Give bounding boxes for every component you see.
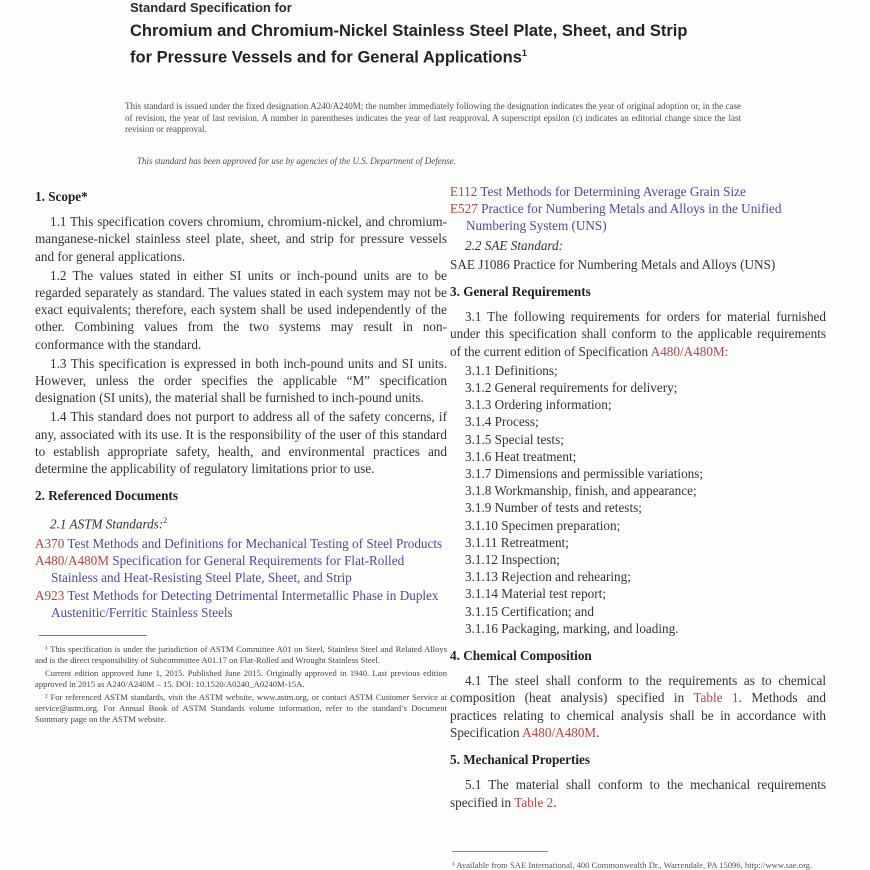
reference-title[interactable]: Specification for General Requirements for Flat-Rolled Stainless and Heat-Resisting Steel Plate, Sheet, and Strip (51, 553, 405, 586)
issue-preamble: This standard is issued under the fixed designation A240/A240M; the number immediately following the designation indicates the year of original adoption or, in the case of revision, the year of last revision. A number in parentheses indicates the year of last reapproval. A superscript epsilon (ε) indicates an editorial change since the last revision or reapproval. (125, 101, 741, 134)
reference-designation[interactable]: E112 (450, 184, 478, 199)
footnote-divider (39, 635, 147, 636)
section-heading-general-requirements: 3. General Requirements (450, 284, 591, 300)
list-item: 3.1.5 Special tests; (465, 431, 564, 447)
list-item: 3.1.6 Heat treatment; (465, 448, 577, 464)
footnote-3: ³ Available from SAE International, 400 Commonwealth Dr., Warrendale, PA 15096, http://www.sae.org. (452, 860, 813, 870)
reference-designation[interactable]: E527 (450, 201, 478, 217)
a480-reference-link[interactable]: A480/A480M (522, 724, 597, 740)
sae-standard-label: 2.2 SAE Standard: (465, 237, 564, 253)
astm-footnote-marker: 2 (163, 516, 168, 526)
section-heading-scope: 1. Scope* (35, 189, 88, 204)
list-item: 3.1.16 Packaging, marking, and loading. (465, 620, 679, 636)
mechanical-properties-paragraph: 5.1 The material shall conform to the mechanical requirements specified in Table 2. (450, 777, 826, 810)
table-2-link[interactable]: Table 2 (514, 794, 554, 810)
standard-type-label: Standard Specification for (130, 0, 292, 15)
footnote-divider (452, 851, 548, 852)
list-item: 3.1.8 Workmanship, finish, and appearance; (465, 483, 697, 499)
list-item: 3.1.13 Rejection and rehearing; (465, 569, 631, 585)
reference-link-a480[interactable] (35, 552, 447, 586)
reference-link-a923[interactable] (35, 587, 447, 621)
list-item: 3.1.3 Ordering information; (465, 397, 612, 413)
footnote-1: ¹ This specification is under the jurisdiction of ASTM Committee A01 on Steel, Stainless Steel and Related Alloys and is the direct responsibility of Subcommittee A01.17 on Flat-Rolled and Wrought Stainless Steel. (35, 644, 447, 666)
scope-paragraph-1-3: 1.3 This specification is expressed in both inch-pound units and SI units. However, unless the order specifies the applicable “M” specification designation (SI units), the material shall be furnished to inch-pound units. (35, 355, 447, 406)
reference-designation[interactable]: A370 (35, 536, 65, 552)
scope-paragraph-1-4: 1.4 This standard does not purport to address all of the safety concerns, if any, associated with its use. It is the responsibility of the user of this standard to establish appropriate safety, health, and environmental practices and determine the applicability of regulatory limitations prior to use. (35, 409, 447, 477)
reference-link-e112[interactable] (450, 183, 826, 200)
reference-link-e527[interactable] (450, 200, 826, 234)
list-item: 3.1.7 Dimensions and permissible variations; (465, 466, 704, 482)
reference-designation[interactable]: A480/A480M (35, 553, 109, 569)
section-heading-referenced-documents: 2. Referenced Documents (35, 488, 178, 504)
list-item: 3.1.2 General requirements for delivery; (465, 380, 678, 396)
page-title-text: Chromium and Chromium-Nickel Stainless Steel Plate, Sheet, and Strip for Pressure Vessels and for General Applications (130, 22, 688, 67)
section-heading-mechanical-properties: 5. Mechanical Properties (450, 752, 591, 768)
scope-paragraph-1-2: 1.2 The values stated in either SI units or inch-pound units are to be regarded separately as standard. The values stated in each system may not be exact equivalents; therefore, each system shall be used independently of the other. Combining values from the two systems may result in non-conformance with the standard. (35, 267, 447, 352)
page-title (130, 20, 705, 69)
footnote-2: ² For referenced ASTM standards, visit the ASTM website, www.astm.org, or contact ASTM Customer Service at service@astm.org. For Annual Book of ASTM Standards volume information, refer to the standard’s Document Summary page on the ASTM website. (35, 692, 447, 725)
list-item: 3.1.4 Process; (465, 414, 539, 430)
list-item: 3.1.10 Specimen preparation; (465, 517, 621, 533)
reference-title[interactable]: Test Methods and Definitions for Mechanical Testing of Steel Products (64, 536, 443, 552)
left-column (35, 188, 447, 727)
footnote-1-edition: Current edition approved June 1, 2015. Published June 2015. Originally approved in 1940. Last previous edition approved in 2015 as A240/A240M – 15. DOI: 10.1520/A0240_A0240M-15A. (35, 668, 447, 690)
dod-approval-note: This standard has been approved for use by agencies of the U.S. Department of Defense. (137, 156, 457, 166)
section-heading-chemical-composition: 4. Chemical Composition (450, 648, 592, 664)
right-column (450, 183, 826, 813)
reference-title[interactable]: Practice for Numbering Metals and Alloys in the Unified Numbering System (UNS) (466, 201, 782, 234)
list-item: 3.1.11 Retreatment; (465, 534, 569, 550)
chemical-composition-paragraph: 4.1 The steel shall conform to the requirements as to chemical composition (heat analysis) specified in Table 1. Methods and practices relating to chemical analysis shall be in accordance with Specification A480/A480M. (450, 673, 826, 740)
list-item: 3.1.1 Definitions; (465, 362, 558, 378)
reference-title[interactable]: Test Methods for Determining Average Grain Size (477, 184, 746, 199)
general-requirements-paragraph: 3.1 The following requirements for orders for material furnished under this specification shall conform to the applicable requirements of the current edition of Specification A480/A480M: (450, 309, 826, 359)
astm-standards-label: 2.1 ASTM Standards:$^2$ (50, 516, 168, 532)
list-item: 3.1.15 Certification; and (465, 603, 594, 619)
list-item: 3.1.14 Material test report; (465, 586, 606, 602)
scope-paragraph-1-1: 1.1 This specification covers chromium, chromium-nickel, and chromium-manganese-nickel stainless steel plate, sheet, and strip for pressure vessels and for general applications. (35, 214, 447, 264)
title-footnote-marker: 1 (521, 48, 527, 58)
reference-title[interactable]: Test Methods for Detecting Detrimental Intermetallic Phase in Duplex Austenitic/Ferritic Stainless Steels (51, 587, 439, 620)
a480-reference-link[interactable]: A480/A480M: (650, 343, 729, 359)
reference-designation[interactable]: A923 (35, 587, 65, 603)
general-requirements-list (450, 362, 826, 637)
table-1-link[interactable]: Table 1 (693, 690, 739, 706)
list-item: 3.1.9 Number of tests and retests; (465, 500, 642, 516)
reference-link-a370[interactable] (35, 535, 447, 552)
reference-sae-j1086: SAE J1086 Practice for Numbering Metals and Alloys (UNS) (450, 256, 776, 272)
list-item: 3.1.12 Inspection; (465, 552, 560, 568)
